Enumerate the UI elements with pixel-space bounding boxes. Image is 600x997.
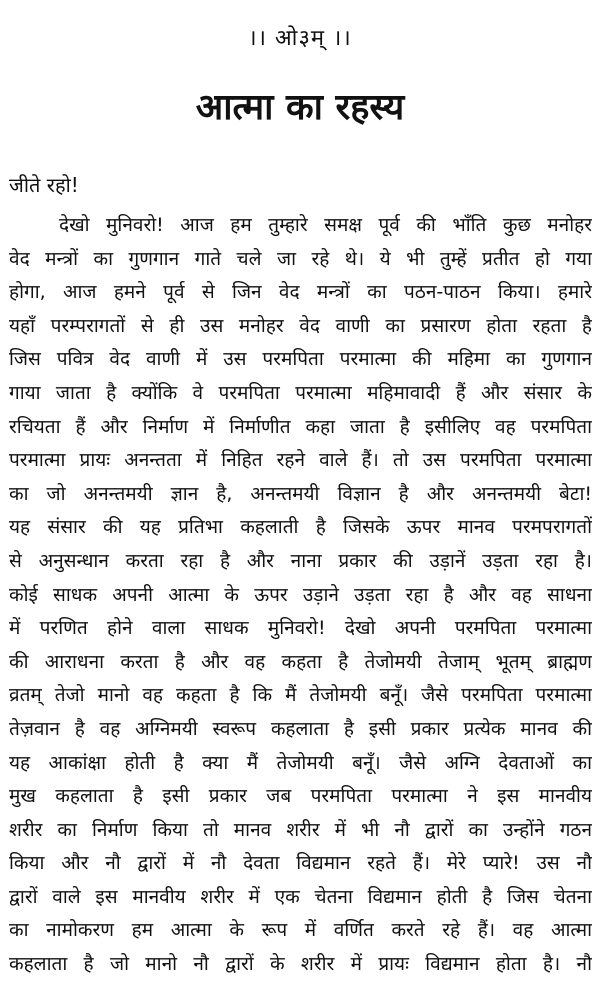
body-paragraph: [9, 209, 592, 982]
text-line: द्वारों वाले इस मानवीय शरीर में एक चेतना विद्यमान होती है जिस चेतना: [9, 885, 592, 908]
text-line: यह संसार की यह प्रतिभा कहलाती है जिसके ऊपर मानव परमपरागतों: [9, 516, 592, 539]
text-line: कहलाता है जो मानो नौ द्वारों के शरीर में प्रायः विद्यमान होता है। नौ: [9, 953, 592, 976]
text-line: कोई साधक अपनी आत्मा के ऊपर उड़ाने उड़ता रहा है और वह साधना: [9, 583, 592, 606]
text-line: गाया जाता है क्योंकि वे परमपिता परमात्मा महिमावादी हैं और संसार के: [9, 381, 592, 404]
text-line: से अनुसन्धान करता रहा है और नाना प्रकार की उड़ानें उड़ता रहा है।: [9, 549, 592, 572]
text-line: तेज़वान है वह अग्निमयी स्वरूप कहलाता है इसी प्रकार प्रत्येक मानव की: [9, 717, 592, 740]
text-line: का जो अनन्तमयी ज्ञान है, अनन्तमयी विज्ञान है और अनन्तमयी बेटा!: [9, 482, 592, 505]
text-line: जिस पवित्र वेद वाणी में उस परमपिता परमात्मा की महिमा का गुणगान: [9, 348, 592, 371]
text-line: का नामोकरण हम आत्मा के रूप में वर्णित करते रहे हैं। वह आत्मा: [9, 919, 592, 942]
text-line: देखो मुनिवरो! आज हम तुम्हारे समक्ष पूर्व की भाँति कुछ मनोहर: [59, 214, 592, 236]
text-line: शरीर का निर्माण किया तो मानव शरीर में भी नौ द्वारों का उन्होंने गठन: [9, 818, 592, 841]
text-line: यह आकांक्षा होती है क्या मैं तेजोमयी बनूँ। जैसे अग्नि देवताओं का: [9, 751, 592, 774]
page-title: आत्मा का रहस्य: [195, 87, 405, 128]
text-line: की आराधना करता है और वह कहता है तेजोमयी तेजाम् भूतम् ब्राह्मण: [9, 650, 592, 673]
text-line: रचियता हैं और निर्माण में निर्माणीत कहा जाता है इसीलिए वह परमपिता: [9, 415, 592, 438]
text-line: यहाँ परम्परागतों से ही उस मनोहर वेद वाणी का प्रसारण होता रहता है: [9, 314, 592, 337]
greeting-line: जीते रहो!: [9, 173, 79, 197]
text-line: में परणित होने वाला साधक मुनिवरो! देखो अपनी परमपिता परमात्मा: [9, 617, 592, 640]
invocation-heading: ।। ओ३म् ।।: [248, 26, 352, 51]
text-line: वेद मन्त्रों का गुणगान गाते चले जा रहे थे। ये भी तुम्हें प्रतीत हो गया: [9, 247, 592, 270]
text-line: परमात्मा प्रायः अनन्तता में निहित रहने वाले हैं। तो उस परमपिता परमात्मा: [9, 449, 592, 472]
text-line: होगा, आज हमने पूर्व से जिन वेद मन्त्रों का पठन-पाठन किया। हमारे: [9, 281, 592, 304]
text-line: व्रतम् तेजो मानो वह कहता है कि मैं तेजोमयी बनूँ। जैसे परमपिता परमात्मा: [9, 684, 592, 707]
text-line: मुख कहलाता है इसी प्रकार जब परमपिता परमात्मा ने इस मानवीय: [9, 785, 592, 808]
text-line: किया और नौ द्वारों में नौ देवता विद्यमान रहते हैं। मेरे प्यारे! उस नौ: [9, 852, 592, 875]
